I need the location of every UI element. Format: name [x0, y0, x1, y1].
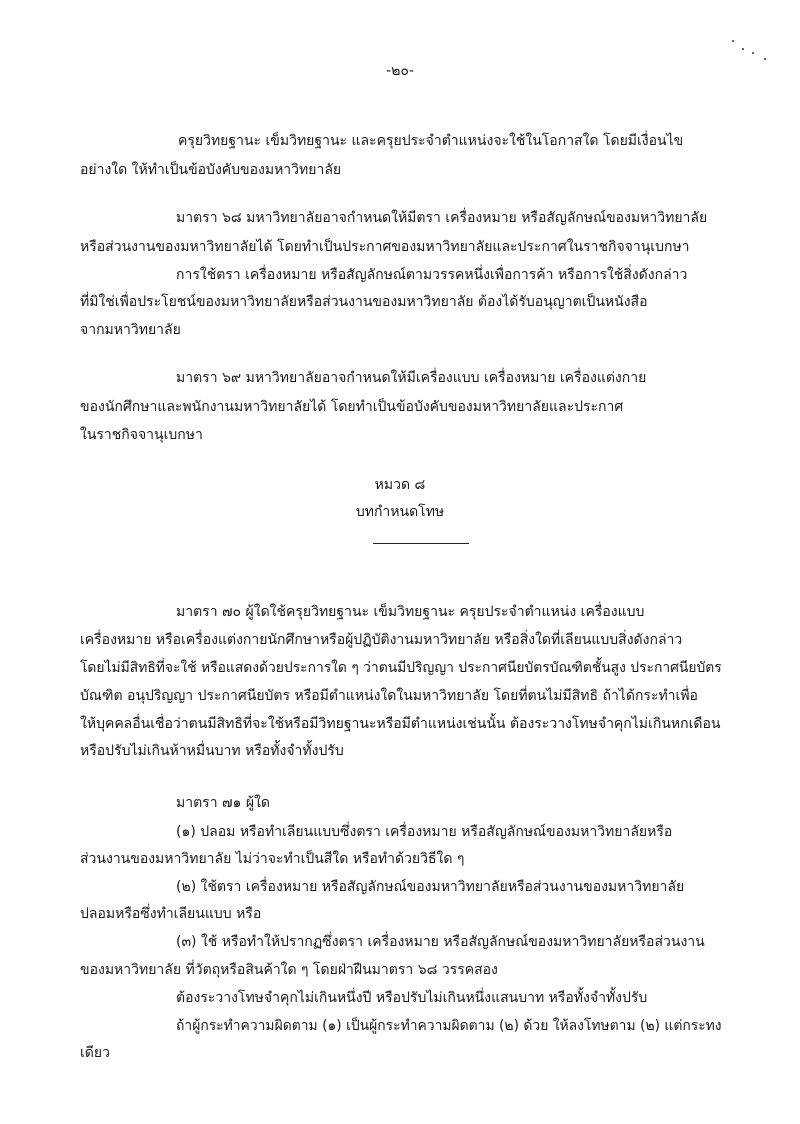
section-70-line: เครื่องหมาย หรือเครื่องแต่งกายนักศึกษาหรือผู้ปฏิบัติงานมหาวิทยาลัย หรือสิ่งใดที่เลียนแบบสิ่งดังกล่าว [80, 632, 683, 648]
section-70-line: มาตรา ๗๐ ผู้ใดใช้ครุยวิทยฐานะ เข็มวิทยฐานะ ครุยประจำตำแหน่ง เครื่องแบบ [176, 604, 645, 620]
section-68-line: มาตรา ๖๘ มหาวิทยาลัยอาจกำหนดให้มีตรา เครื่องหมาย หรือสัญลักษณ์ของมหาวิทยาลัย [176, 210, 708, 226]
paragraph-line: อย่างใด ให้ทำเป็นข้อบังคับของมหาวิทยาลัย [80, 162, 342, 178]
page-number: -๒๐- [386, 63, 414, 79]
section-71-line: (๑) ปลอม หรือทำเลียนแบบซึ่งตรา เครื่องหมาย หรือสัญลักษณ์ของมหาวิทยาลัยหรือ [176, 824, 673, 840]
chapter-divider [373, 543, 469, 544]
section-71-line: ต้องระวางโทษจำคุกไม่เกินหนึ่งปี หรือปรับไม่เกินหนึ่งแสนบาท หรือทั้งจำทั้งปรับ [176, 990, 648, 1006]
section-69-line: มาตรา ๖๙ มหาวิทยาลัยอาจกำหนดให้มีเครื่องแบบ เครื่องหมาย เครื่องแต่งกาย [176, 370, 647, 386]
scan-speck [752, 52, 754, 54]
section-68-line: หรือส่วนงานของมหาวิทยาลัยได้ โดยทำเป็นประกาศของมหาวิทยาลัยและประกาศในราชกิจจานุเบกษา [80, 239, 690, 255]
scan-speck [742, 48, 744, 50]
section-70-line: ให้บุคคลอื่นเชื่อว่าตนมีสิทธิที่จะใช้หรือมีวิทยฐานะหรือมีตำแหน่งเช่นนั้น ต้องระวางโทษจำคุกไม่เกินหกเดือน [80, 716, 721, 732]
section-68-line: การใช้ตรา เครื่องหมาย หรือสัญลักษณ์ตามวรรคหนึ่งเพื่อการค้า หรือการใช้สิ่งดังกล่าว [176, 267, 688, 283]
section-68-line: ที่มิใช่เพื่อประโยชน์ของมหาวิทยาลัยหรือส่วนงานของมหาวิทยาลัย ต้องได้รับอนุญาตเป็นหนังสือ [80, 294, 648, 310]
section-69-line: ในราชกิจจานุเบกษา [80, 427, 203, 443]
section-71-line: มาตรา ๗๑ ผู้ใด [176, 795, 271, 811]
chapter-title: บทกำหนดโทษ [355, 504, 445, 520]
section-68-line: จากมหาวิทยาลัย [80, 322, 181, 338]
section-70-line: โดยไม่มีสิทธิที่จะใช้ หรือแสดงด้วยประการใด ๆ ว่าตนมีปริญญา ประกาศนียบัตรบัณฑิตชั้นสูง ประกาศนียบัตร [80, 660, 722, 676]
chapter-number: หมวด ๘ [374, 477, 426, 493]
section-71-line: ถ้าผู้กระทำความผิดตาม (๑) เป็นผู้กระทำความผิดตาม (๒) ด้วย ให้ลงโทษตาม (๒) แต่กระทง [176, 1018, 722, 1034]
section-71-line: ส่วนงานของมหาวิทยาลัย ไม่ว่าจะทำเป็นสีใด หรือทำด้วยวิธีใด ๆ [80, 851, 465, 867]
paragraph-line: ครุยวิทยฐานะ เข็มวิทยฐานะ และครุยประจำตำแหน่งจะใช้ในโอกาสใด โดยมีเงื่อนไข [178, 133, 684, 149]
section-69-line: ของนักศึกษาและพนักงานมหาวิทยาลัยได้ โดยทำเป็นข้อบังคับของมหาวิทยาลัยและประกาศ [80, 399, 624, 415]
section-71-line: เดียว [80, 1045, 110, 1061]
scan-speck [732, 40, 734, 42]
section-71-line: (๓) ใช้ หรือทำให้ปรากฏซึ่งตรา เครื่องหมาย หรือสัญลักษณ์ของมหาวิทยาลัยหรือส่วนงาน [176, 934, 705, 950]
section-70-line: หรือปรับไม่เกินห้าหมื่นบาท หรือทั้งจำทั้งปรับ [80, 743, 344, 759]
section-71-line: ของมหาวิทยาลัย ที่วัตถุหรือสินค้าใด ๆ โดยฝ่าฝืนมาตรา ๖๘ วรรคสอง [80, 962, 498, 978]
section-70-line: บัณฑิต อนุปริญญา ประกาศนียบัตร หรือมีตำแหน่งใดในมหาวิทยาลัย โดยที่ตนไม่มีสิทธิ ถ้าได้กระทำเพื่อ [80, 688, 698, 704]
section-71-line: (๒) ใช้ตรา เครื่องหมาย หรือสัญลักษณ์ของมหาวิทยาลัยหรือส่วนงานของมหาวิทยาลัย [176, 879, 685, 895]
section-71-line: ปลอมหรือซึ่งทำเลียนแบบ หรือ [80, 906, 262, 922]
